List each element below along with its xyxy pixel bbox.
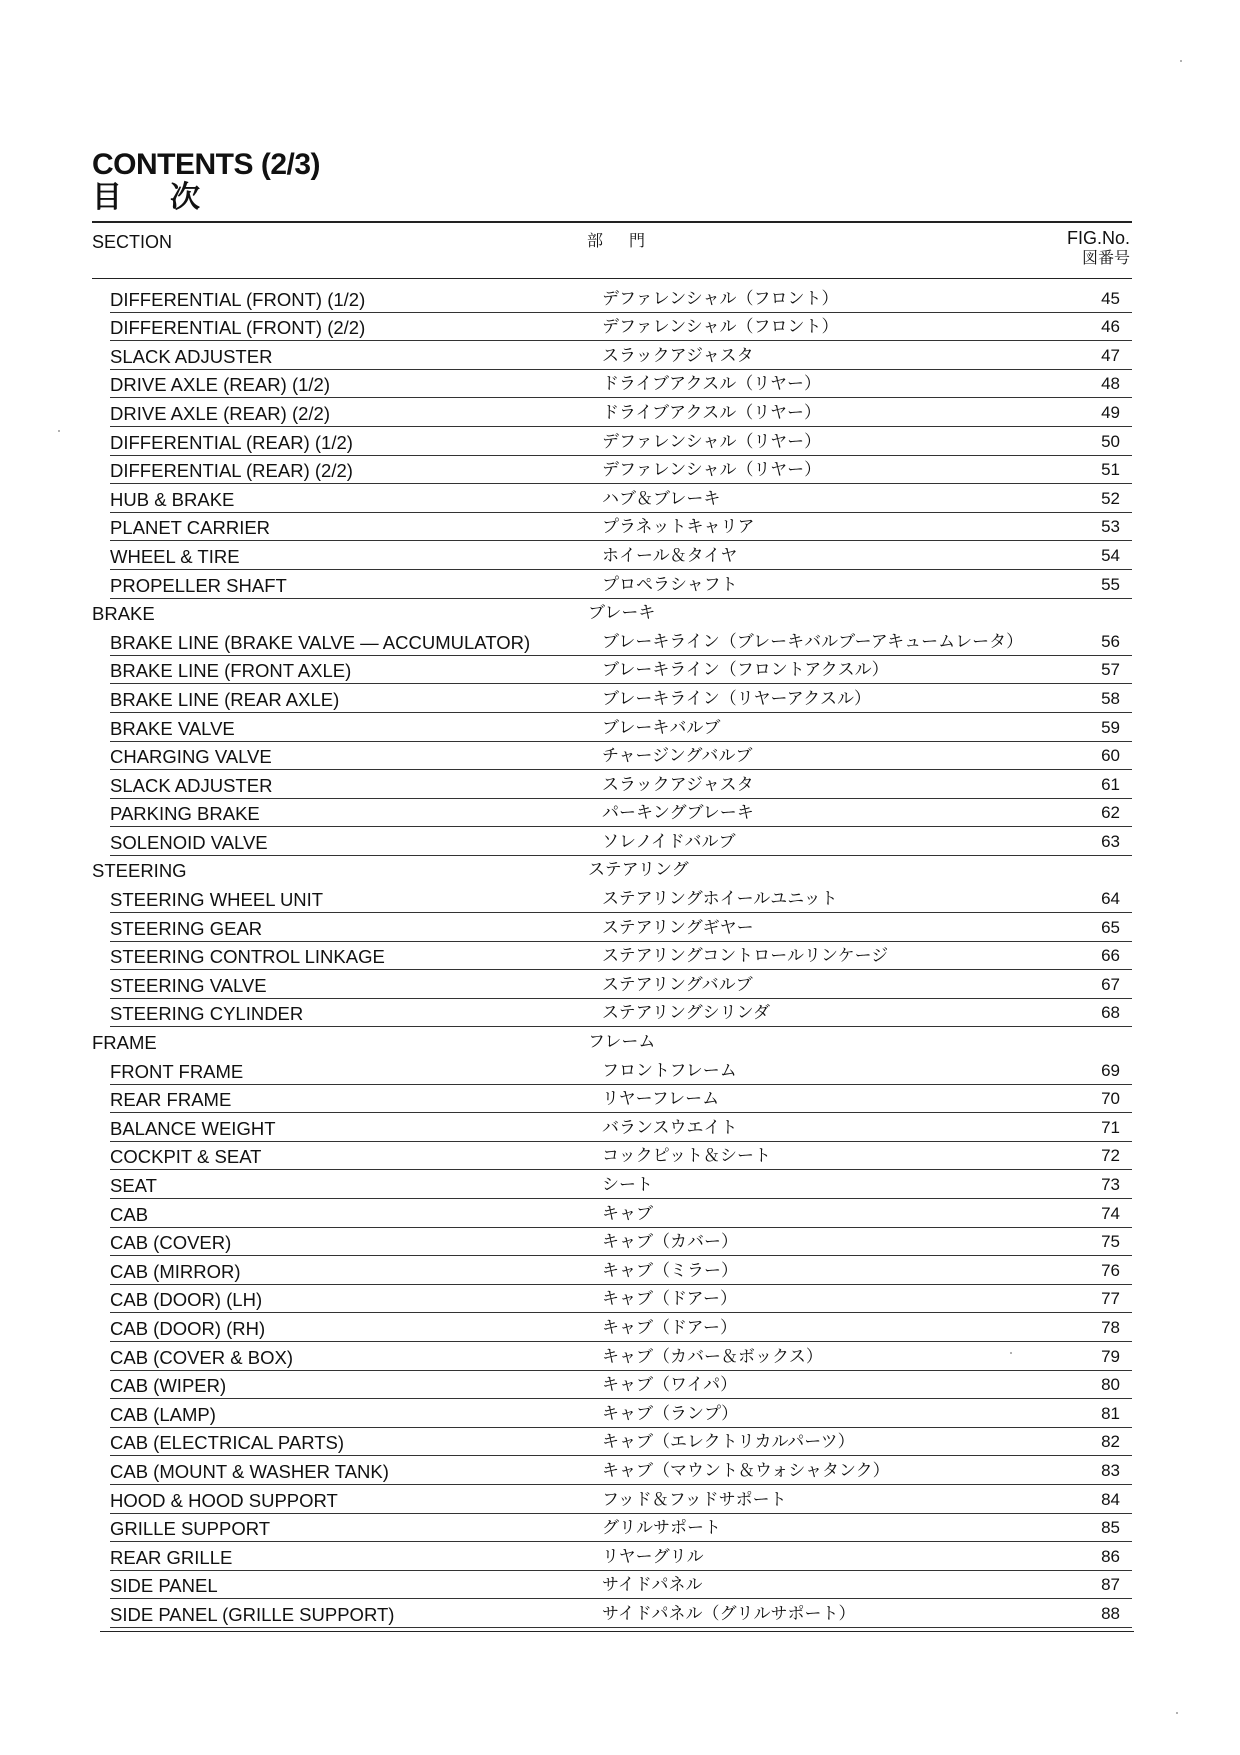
contents-row (92, 770, 1132, 799)
item-title-jp: キャブ（ワイパ） (602, 1375, 738, 1396)
item-title-jp: サイドパネル（グリルサポート） (602, 1603, 856, 1624)
contents-row (92, 313, 1132, 342)
item-title: REAR GRILLE (110, 1546, 233, 1568)
contents-row (92, 1285, 1132, 1314)
item-title-jp: ステアリングバルブ (602, 974, 753, 995)
contents-row (92, 284, 1132, 313)
item-title: PARKING BRAKE (110, 803, 260, 825)
item-title-jp: ステアリングホイールユニット (602, 889, 838, 910)
item-title: DRIVE AXLE (REAR) (1/2) (110, 374, 331, 396)
item-title: STEERING GEAR (110, 917, 263, 939)
item-title: BRAKE LINE (BRAKE VALVE — ACCUMULATOR) (110, 631, 531, 653)
contents-row (92, 799, 1132, 828)
top-divider (92, 221, 1132, 223)
contents-row (92, 1228, 1132, 1257)
item-title-jp: チャージングバルブ (602, 746, 753, 767)
fig-number: 56 (1101, 631, 1120, 651)
item-title: PLANET CARRIER (110, 517, 271, 539)
bottom-divider (100, 1631, 1134, 1632)
item-title: CAB (DOOR) (RH) (110, 1317, 266, 1339)
contents-row (92, 1313, 1132, 1342)
fig-number: 82 (1101, 1432, 1120, 1452)
item-title: CHARGING VALVE (110, 746, 272, 768)
contents-row (92, 827, 1132, 856)
fig-number: 77 (1101, 1289, 1120, 1309)
item-title-jp: フロントフレーム (602, 1060, 737, 1081)
item-title-jp: フッド＆フッドサポート (602, 1489, 787, 1510)
item-title: BALANCE WEIGHT (110, 1117, 276, 1139)
item-title: DIFFERENTIAL (FRONT) (2/2) (110, 317, 366, 339)
fig-number: 47 (1101, 345, 1120, 365)
item-title-jp: バランスウエイト (602, 1117, 738, 1138)
contents-row (92, 1599, 1132, 1628)
contents-row (92, 1170, 1132, 1199)
header-divider (92, 278, 1132, 279)
contents-row (92, 341, 1132, 370)
fig-number: 87 (1101, 1575, 1120, 1595)
contents-row (92, 970, 1132, 999)
item-title: SOLENOID VALVE (110, 831, 268, 853)
item-title: WHEEL & TIRE (110, 545, 240, 567)
contents-row (92, 1514, 1132, 1543)
fig-number: 69 (1101, 1060, 1120, 1080)
fig-number: 64 (1101, 889, 1120, 909)
contents-row (92, 1371, 1132, 1400)
contents-row (92, 1399, 1132, 1428)
item-title: GRILLE SUPPORT (110, 1518, 271, 1540)
fig-number: 48 (1101, 374, 1120, 394)
fig-number: 50 (1101, 431, 1120, 451)
section-heading-jp: フレーム (588, 1032, 656, 1053)
contents-row (92, 713, 1132, 742)
item-title: HOOD & HOOD SUPPORT (110, 1489, 338, 1511)
section-heading-jp: ブレーキ (588, 603, 656, 624)
contents-row (92, 541, 1132, 570)
contents-row (92, 1542, 1132, 1571)
section-heading: BRAKE (92, 603, 155, 625)
item-title: CAB (LAMP) (110, 1403, 216, 1425)
item-title-jp: ソレノイドバルブ (602, 831, 736, 852)
fig-number: 51 (1101, 460, 1120, 480)
item-title-jp: キャブ（カバー＆ボックス） (602, 1346, 823, 1367)
fig-number: 84 (1101, 1489, 1120, 1509)
fig-number: 59 (1101, 717, 1120, 737)
item-title-jp: キャブ（ミラー） (602, 1260, 738, 1281)
item-title-jp: リヤーグリル (602, 1546, 704, 1567)
item-title: CAB (MOUNT & WASHER TANK) (110, 1460, 389, 1482)
fig-number: 81 (1101, 1403, 1120, 1423)
contents-row (92, 656, 1132, 685)
item-title-jp: ホイール＆タイヤ (602, 545, 738, 566)
contents-row (92, 1256, 1132, 1285)
page-title-jp: 目次 (92, 180, 248, 215)
item-title-jp: ブレーキライン（フロントアクスル） (602, 660, 889, 681)
fig-number: 86 (1101, 1546, 1120, 1566)
fig-number: 75 (1101, 1232, 1120, 1252)
contents-list (92, 284, 1132, 1628)
item-title: DIFFERENTIAL (REAR) (2/2) (110, 460, 353, 482)
fig-number: 52 (1101, 488, 1120, 508)
item-title: DIFFERENTIAL (FRONT) (1/2) (110, 288, 366, 310)
contents-row (92, 398, 1132, 427)
item-title: BRAKE VALVE (110, 717, 235, 739)
item-title-jp: プロペラシャフト (602, 574, 738, 595)
item-title: REAR FRAME (110, 1089, 232, 1111)
item-title: CAB (COVER & BOX) (110, 1346, 293, 1368)
item-title-jp: デファレンシャル（リヤー） (602, 460, 822, 481)
item-title-jp: ステアリングギヤー (602, 917, 754, 938)
item-title: STEERING CONTROL LINKAGE (110, 946, 385, 968)
fig-number: 46 (1101, 317, 1120, 337)
page-title-block (92, 148, 592, 215)
contents-row (92, 484, 1132, 513)
contents-row (92, 1199, 1132, 1228)
item-title-jp: キャブ（エレクトリカルパーツ） (602, 1432, 855, 1453)
item-title-jp: デファレンシャル（フロント） (602, 317, 839, 338)
item-title-jp: キャブ (602, 1203, 653, 1224)
contents-row (92, 1485, 1132, 1514)
contents-row (92, 1085, 1132, 1114)
contents-row (92, 942, 1132, 971)
contents-row (92, 684, 1132, 713)
column-header-section-jp: 部門 (587, 231, 672, 250)
contents-row (92, 370, 1132, 399)
contents-row (92, 427, 1132, 456)
contents-row (92, 1428, 1132, 1457)
fig-number: 88 (1101, 1603, 1120, 1623)
fig-number: 70 (1101, 1089, 1120, 1109)
fig-number: 74 (1101, 1203, 1120, 1223)
contents-row (92, 884, 1132, 913)
item-title-jp: リヤーフレーム (602, 1089, 720, 1110)
fig-number: 53 (1101, 517, 1120, 537)
fig-number: 54 (1101, 545, 1120, 565)
item-title: BRAKE LINE (REAR AXLE) (110, 688, 340, 710)
item-title-jp: ドライブアクスル（リヤー） (602, 374, 821, 395)
item-title: CAB (DOOR) (LH) (110, 1289, 263, 1311)
contents-row (92, 1342, 1132, 1371)
item-title: SLACK ADJUSTER (110, 774, 273, 796)
item-title-jp: スラックアジャスタ (602, 345, 754, 366)
item-title: SIDE PANEL (GRILLE SUPPORT) (110, 1603, 395, 1625)
fig-number: 79 (1101, 1346, 1120, 1366)
fig-number: 45 (1101, 288, 1120, 308)
section-heading-row (92, 856, 1132, 885)
item-title: DIFFERENTIAL (REAR) (1/2) (110, 431, 353, 453)
contents-row (92, 627, 1132, 656)
item-title: BRAKE LINE (FRONT AXLE) (110, 660, 352, 682)
item-title-jp: デファレンシャル（リヤー） (602, 431, 822, 452)
section-heading-row (92, 599, 1132, 628)
fig-number: 67 (1101, 974, 1120, 994)
contents-row (92, 570, 1132, 599)
contents-row (92, 1113, 1132, 1142)
item-title: SLACK ADJUSTER (110, 345, 273, 367)
item-title: SEAT (110, 1175, 157, 1196)
item-title: STEERING VALVE (110, 974, 267, 996)
scan-speck (1010, 1352, 1012, 1354)
contents-row (92, 1456, 1132, 1485)
contents-row (92, 742, 1132, 771)
item-title-jp: キャブ（ドアー） (602, 1289, 737, 1310)
fig-number: 62 (1101, 803, 1120, 823)
fig-number: 85 (1101, 1518, 1120, 1538)
item-title-jp: パーキングブレーキ (602, 803, 754, 824)
item-title-jp: スラックアジャスタ (602, 774, 754, 795)
section-heading-row (92, 1027, 1132, 1056)
item-title: CAB (ELECTRICAL PARTS) (110, 1432, 345, 1454)
fig-number: 65 (1101, 917, 1120, 937)
item-title: DRIVE AXLE (REAR) (2/2) (110, 402, 331, 424)
scan-speck (1176, 1712, 1178, 1714)
contents-row (92, 513, 1132, 542)
section-heading: FRAME (92, 1032, 157, 1054)
item-title-jp: デファレンシャル（フロント） (602, 288, 839, 309)
fig-number: 73 (1101, 1175, 1120, 1194)
contents-row (92, 999, 1132, 1028)
item-title: STEERING CYLINDER (110, 1003, 304, 1025)
item-title-jp: キャブ（ランプ） (602, 1403, 739, 1424)
fig-number: 83 (1101, 1460, 1120, 1480)
scan-speck (58, 430, 60, 432)
fig-number: 66 (1101, 946, 1120, 966)
fig-number: 61 (1101, 774, 1120, 794)
fig-number: 63 (1101, 831, 1120, 851)
contents-row (92, 1056, 1132, 1085)
item-title-jp: キャブ（カバー） (602, 1232, 738, 1253)
item-title: CAB (WIPER) (110, 1375, 227, 1397)
fig-number: 60 (1101, 746, 1120, 766)
item-title: PROPELLER SHAFT (110, 574, 287, 596)
fig-number: 78 (1101, 1317, 1120, 1337)
item-title-jp: ステアリングシリンダ (602, 1003, 770, 1024)
item-title-jp: ブレーキライン（ブレーキバルブーアキュームレータ） (602, 631, 1024, 652)
fig-number: 72 (1101, 1146, 1120, 1166)
item-title: FRONT FRAME (110, 1060, 244, 1082)
item-title-jp: ブレーキバルブ (602, 717, 721, 738)
fig-number: 76 (1101, 1260, 1120, 1280)
scan-speck (1180, 60, 1182, 62)
column-header-fig-no-jp: 図番号 (1081, 248, 1130, 267)
item-title-jp: シート (602, 1175, 653, 1195)
fig-number: 57 (1101, 660, 1120, 680)
column-header-fig (1020, 228, 1130, 268)
item-title: SIDE PANEL (110, 1575, 218, 1597)
item-title-jp: キャブ（マウント＆ウォシャタンク） (602, 1460, 890, 1481)
item-title: COCKPIT & SEAT (110, 1146, 262, 1168)
section-heading: STEERING (92, 860, 187, 882)
contents-row (92, 1142, 1132, 1171)
item-title-jp: グリルサポート (602, 1518, 721, 1539)
item-title-jp: プラネットキャリア (602, 517, 755, 538)
item-title: CAB (MIRROR) (110, 1260, 241, 1282)
fig-number: 80 (1101, 1375, 1120, 1395)
fig-number: 68 (1101, 1003, 1120, 1023)
column-header-fig-no: FIG.No. (1066, 228, 1130, 248)
item-title: HUB & BRAKE (110, 488, 235, 510)
item-title-jp: キャブ（ドアー） (602, 1317, 737, 1338)
contents-row (92, 456, 1132, 485)
item-title: STEERING WHEEL UNIT (110, 889, 324, 911)
fig-number: 49 (1101, 402, 1120, 422)
item-title: CAB (110, 1203, 149, 1225)
item-title-jp: ステアリングコントロールリンケージ (602, 946, 889, 967)
fig-number: 55 (1101, 574, 1120, 594)
item-title-jp: コックピット＆シート (602, 1146, 771, 1167)
page-title: CONTENTS (2/3) (92, 148, 321, 181)
contents-row (92, 913, 1132, 942)
section-heading-jp: ステアリング (588, 860, 689, 881)
fig-number: 58 (1101, 688, 1120, 708)
item-title-jp: ハブ＆ブレーキ (602, 488, 721, 509)
item-title-jp: ドライブアクスル（リヤー） (602, 402, 821, 423)
item-title-jp: ブレーキライン（リヤーアクスル） (602, 688, 871, 709)
item-title-jp: サイドパネル (602, 1575, 703, 1596)
item-title: CAB (COVER) (110, 1232, 232, 1254)
contents-row (92, 1571, 1132, 1600)
column-header-section: SECTION (92, 232, 173, 252)
fig-number: 71 (1101, 1117, 1120, 1137)
